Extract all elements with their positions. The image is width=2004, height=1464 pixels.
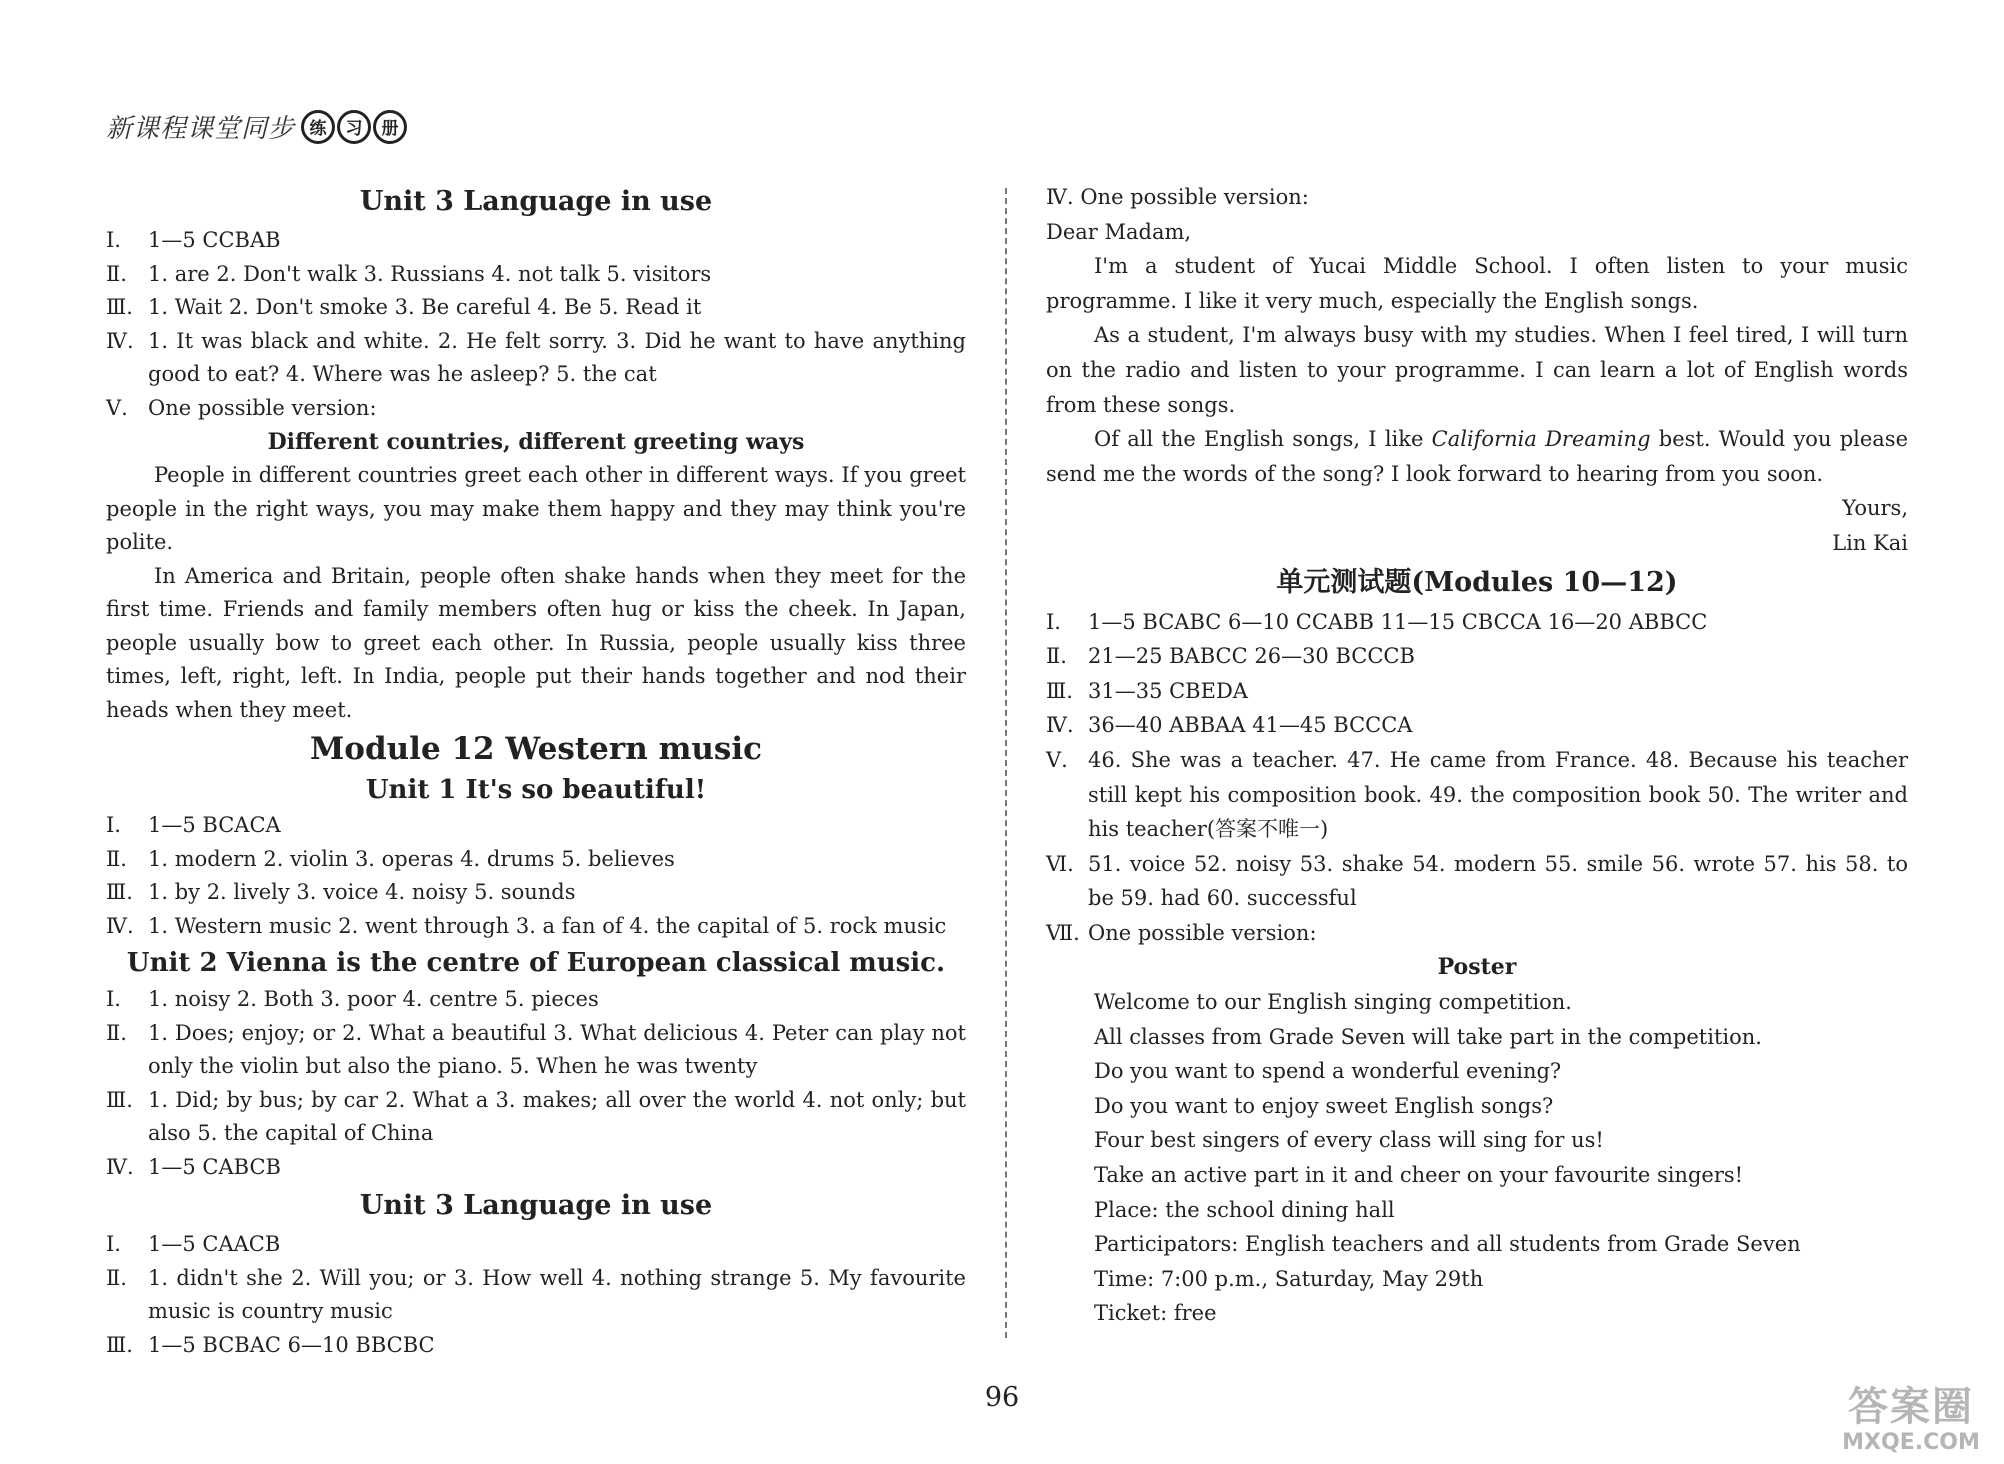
watermark-main: 答案圈 [1848,1384,1974,1430]
letter-paragraph-2: As a student, I'm always busy with my studies. When I feel tired, I will turn on the radio and listen to your programme. I can learn a lot of English words from these songs. [1046,323,1908,417]
answer-text: 1. are 2. Don't walk 3. Russians 4. not talk 5. visitors [148,261,712,286]
answer-line [106,224,966,258]
answer-number: Ⅱ. [106,1265,127,1290]
poster-line: Place: the school dining hall [1094,1197,1395,1222]
answer-number: Ⅶ. [1046,920,1080,945]
answer-line [106,910,966,944]
m12-unit3-title: Unit 3 Language in use [359,1190,713,1221]
badge-2: 习 [337,110,371,144]
answer-text: One possible version: [148,395,377,420]
answer-number: Ⅱ. [106,846,127,871]
answer-text: 36—40 ABBAA 41—45 BCCCA [1088,713,1413,738]
answer-line [106,291,966,325]
answer-line [106,1151,966,1185]
answer-text: 1—5 BCACA [148,813,281,837]
right-column [1046,180,1908,1331]
essay-paragraph-1: People in different countries greet each other in different ways. If you greet people in the right ways, you may make them happy and they may think you're polite. [106,463,966,554]
answer-number: Ⅲ. [106,880,133,904]
poster-line: Time: 7:00 p.m., Saturday, May 29th [1094,1266,1484,1291]
answer-number: Ⅰ. [106,228,121,252]
answer-line [106,809,966,843]
song-title: California Dreaming [1431,427,1651,452]
answer-text: 31—35 CBEDA [1088,678,1248,703]
page-header [106,108,407,145]
poster-title: Poster [1437,954,1517,981]
poster-line: Do you want to enjoy sweet English songs? [1094,1093,1554,1118]
answer-line [106,843,966,877]
answer-number: Ⅳ. [106,1154,134,1179]
poster-line: Participators: English teachers and all students from Grade Seven [1094,1232,1801,1257]
answer-text: 1. by 2. lively 3. voice 4. noisy 5. sounds [148,880,576,904]
answer-line [106,1084,966,1151]
page-number: 96 [984,1382,1020,1413]
letter-salutation: Dear Madam, [1046,219,1192,244]
answer-text: 1. didn't she 2. Will you; or 3. How well 4. nothing strange 5. My favourite music is country music [148,1265,966,1323]
answer-line [1046,674,1908,709]
m12-unit1-title: Unit 1 It's so beautiful! [365,775,707,805]
poster-line: Ticket: free [1094,1301,1217,1326]
answer-text: 46. She was a teacher. 47. He came from France. 48. Because his teacher still kept his composition book. 49. the composition book 50. The writer and his teacher(答案不唯一) [1088,747,1908,842]
answer-number: Ⅵ. [1046,851,1074,876]
answer-line [1046,708,1908,743]
answer-number: Ⅴ. [1046,747,1068,772]
answer-text: 1. Wait 2. Don't smoke 3. Be careful 4. Be 5. Read it [148,295,702,319]
essay-paragraph-2: In America and Britain, people often shake hands when they meet for the first time. Friends and family members often hug or kiss the cheek. In Japan, people usually bow to greet each other. In Russia, people usually kiss three times, left, right, left. In India, people put their hands together and nod their heads when they meet. [106,563,966,722]
answer-line [106,1228,966,1262]
answer-text: 1—5 CABCB [148,1154,281,1179]
m12-unit2-title: Unit 2 Vienna is the centre of European classical music. [126,948,946,978]
answer-number: Ⅳ. [106,913,134,938]
answer-text: 21—25 BABCC 26—30 BCCCB [1088,644,1415,669]
poster-line: All classes from Grade Seven will take part in the competition. [1094,1024,1762,1049]
book-badges [301,110,407,144]
essay-title: Different countries, different greeting ways [267,429,805,455]
unit3-title: Unit 3 Language in use [359,186,713,217]
answer-number: Ⅰ. [1046,609,1061,634]
answer-line [106,1262,966,1329]
answer-number: Ⅱ. [1046,644,1067,669]
answer-line [106,1329,966,1363]
answer-text: 1—5 CAACB [148,1232,281,1256]
left-column [106,180,966,1362]
answer-number: Ⅰ. [106,813,121,837]
letter-paragraph-3 [1046,422,1908,491]
answer-text: One possible version: [1088,920,1317,945]
m12-unit3-answers [106,1228,966,1362]
letter-signature: Lin Kai [1832,530,1908,555]
m12-unit2-answers [106,983,966,1184]
answer-text: 1. modern 2. violin 3. operas 4. drums 5. believes [148,846,675,871]
answer-line [106,258,966,292]
answer-text: 1. Western music 2. went through 3. a fan of 4. the capital of 5. rock music [148,913,947,938]
answer-number: Ⅲ. [106,1332,133,1357]
unit-test-answers [1046,605,1908,951]
letter-closing: Yours, [1842,496,1908,521]
column-divider [1005,188,1007,1338]
answer-text: 1. Does; enjoy; or 2. What a beautiful 3. What delicious 4. Peter can play not only the violin but also the piano. 5. When he was twenty [148,1020,966,1078]
letter-paragraph-1: I'm a student of Yucai Middle School. I often listen to your music programme. I like it very much, especially the English songs. [1046,254,1908,313]
badge-1: 练 [301,110,335,144]
poster-line: Four best singers of every class will sing for us! [1094,1128,1604,1153]
watermark-site: MXQE.COM [1842,1430,1980,1455]
unit-test-title: 单元测试题(Modules 10—12) [1276,566,1678,598]
poster-line: Welcome to our English singing competition. [1094,990,1572,1015]
answer-number: Ⅱ. [106,1020,127,1045]
answer-line [106,983,966,1017]
answer-line [1046,639,1908,674]
answer-line [1046,605,1908,640]
answer-line [106,876,966,910]
answer-number: Ⅲ. [106,1087,133,1112]
module12-title: Module 12 Western music [309,731,763,767]
answer-line [1046,847,1908,916]
answer-number: Ⅰ. [106,987,121,1011]
answer-text: 1. It was black and white. 2. He felt sorry. 3. Did he want to have anything good to eat? 4. Where was he asleep? 5. the cat [148,328,966,386]
answer-text: 1—5 BCBAC 6—10 BBCBC [148,1332,435,1357]
answer-number: Ⅲ. [1046,678,1073,703]
letter-p3-start: Of all the English songs, I like [1094,427,1432,452]
poster-line: Do you want to spend a wonderful evening? [1094,1059,1562,1084]
answer-line [1046,743,1908,847]
answer-line [106,325,966,392]
poster-body [1046,985,1908,1331]
answer-line [1046,916,1908,951]
answer-number: Ⅰ. [106,1232,121,1256]
iv-heading: Ⅳ. One possible version: [1046,185,1309,209]
answer-number: Ⅳ. [1046,713,1074,738]
watermark-logo [1826,1384,1996,1456]
book-title: 新课程课堂同步 [106,114,296,144]
unit3-answers [106,224,966,425]
poster-line: Take an active part in it and cheer on your favourite singers! [1094,1163,1744,1188]
answer-line [106,392,966,426]
answer-text: 51. voice 52. noisy 53. shake 54. modern 55. smile 56. wrote 57. his 58. to be 59. had 60. successful [1088,851,1908,911]
answer-number: Ⅲ. [106,295,133,319]
answer-number: Ⅱ. [106,261,127,286]
answer-number: Ⅳ. [106,328,134,353]
answer-text: 1—5 CCBAB [148,228,281,252]
answer-text: 1. Did; by bus; by car 2. What a 3. makes; all over the world 4. not only; but also 5. the capital of China [148,1087,966,1145]
answer-number: Ⅴ. [106,395,128,420]
answer-line [106,1017,966,1084]
badge-3: 册 [373,110,407,144]
letter-p3-end: best. Would you please send me the words of the song? I look forward to hearing from you soon. [1046,427,1909,486]
m12-unit1-answers [106,809,966,943]
answer-text: 1—5 BCABC 6—10 CCABB 11—15 CBCCA 16—20 ABBCC [1088,609,1708,634]
answer-text: 1. noisy 2. Both 3. poor 4. centre 5. pieces [148,987,599,1011]
